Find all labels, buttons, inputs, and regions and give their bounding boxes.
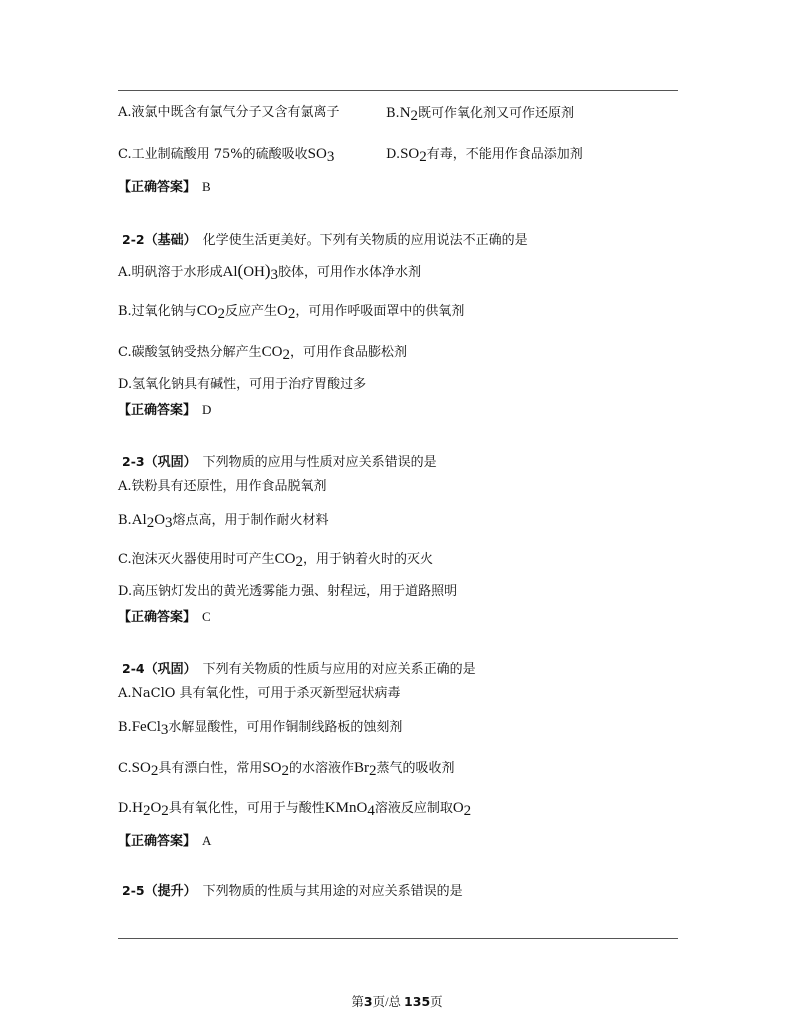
question-2-4-header: 2-4（巩固） 下列有关物质的性质与应用的对应关系正确的是 — [122, 661, 476, 677]
prev-option-b: $B.N_2$既可作氧化剂又可作还原剂 — [386, 105, 575, 124]
question-2-3-answer: 【正确答案】 C — [118, 609, 211, 625]
prev-option-d: $D.SO_2$有毒，不能用作食品添加剂 — [386, 146, 583, 165]
question-2-4-option-b: B.FeCl$_3$水解显酸性，可用作铜制线路板的蚀刻剂 — [118, 719, 403, 738]
question-2-5-header: 2-5（提升） 下列物质的性质与其用途的对应关系错误的是 — [122, 883, 463, 899]
question-2-3-option-c: C.泡沫灭火器使用时可产生$CO_2$，用于钠着火时的灭火 — [118, 551, 433, 570]
prev-option-a: A.液氯中既含有氯气分子又含有氯离子 — [118, 105, 340, 120]
page-footer: 第3页/总 135页 — [351, 994, 443, 1009]
question-2-4-option-d: $D.H_2O_2$具有氧化性，可用于与酸性KMnO$_4$溶液反应制取$O_2$ — [118, 800, 472, 819]
question-2-2-option-d: D.氢氧化钠具有碱性，可用于治疗胃酸过多 — [118, 377, 367, 392]
question-2-3-option-d: D.高压钠灯发出的黄光透雾能力强、射程远，用于道路照明 — [118, 584, 458, 599]
question-2-2-answer: 【正确答案】 D — [118, 402, 212, 418]
question-2-3-option-b: $B.Al_2O_3$熔点高，用于制作耐火材料 — [118, 512, 329, 531]
question-2-3-header: 2-3（巩固） 下列物质的应用与性质对应关系错误的是 — [122, 454, 437, 470]
question-2-2-option-b: B.过氧化钠与$CO_2$反应产生$O_2$，可用作呼吸面罩中的供氧剂 — [118, 303, 465, 322]
question-2-4-answer: 【正确答案】 A — [118, 833, 212, 849]
prev-answer: 【正确答案】 B — [118, 179, 211, 195]
question-2-2-option-a: A.明矾溶于水形成$Al(OH)_3$胶体，可用作水体净水剂 — [118, 261, 422, 283]
question-2-4-option-a: A.NaClO 具有氧化性，可用于杀灭新型冠状病毒 — [118, 686, 401, 701]
footer-rule — [118, 938, 678, 939]
question-2-3-option-a: A.铁粉具有还原性，用作食品脱氧剂 — [118, 479, 327, 494]
header-rule — [118, 90, 678, 91]
question-2-2-option-c: C.碳酸氢钠受热分解产生$CO_2$，可用作食品膨松剂 — [118, 344, 407, 363]
prev-option-c: C.工业制硫酸用 75%的硫酸吸收$SO_3$ — [118, 146, 335, 165]
question-2-2-header: 2-2（基础） 化学使生活更美好。下列有关物质的应用说法不正确的是 — [122, 232, 528, 248]
question-2-4-option-c: $C.SO_2$具有漂白性，常用$SO_2$的水溶液作$Br_2$蒸气的吸收剂 — [118, 760, 455, 779]
